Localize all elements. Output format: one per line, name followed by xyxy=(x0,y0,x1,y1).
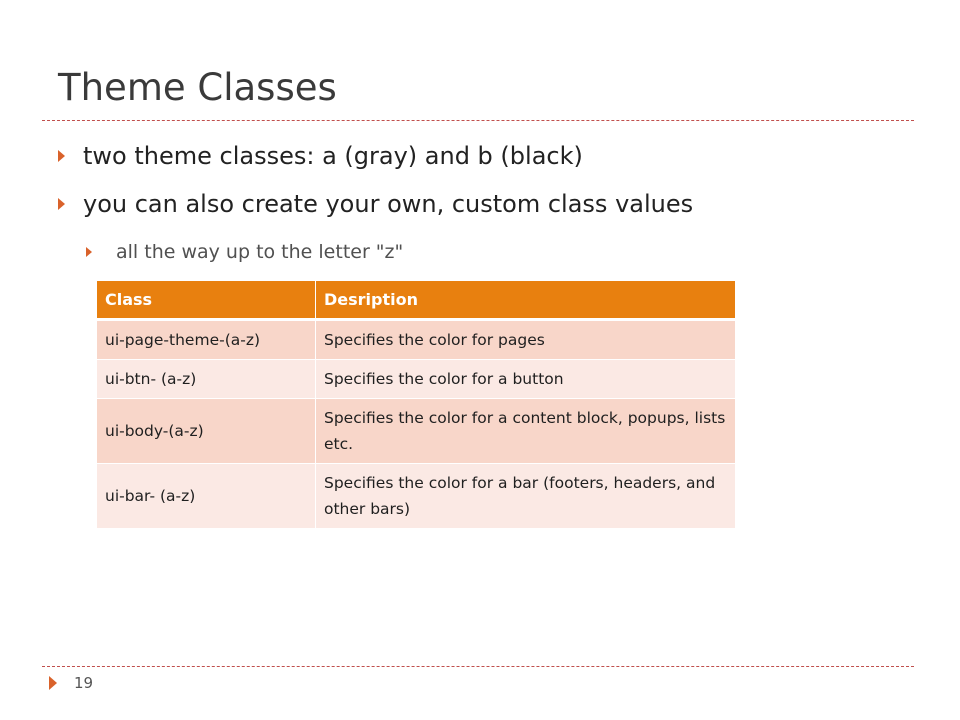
sub-bullet-text: all the way up to the letter "z" xyxy=(116,241,404,263)
page-number: 19 xyxy=(74,674,94,692)
triangle-right-icon xyxy=(49,676,57,690)
table-row xyxy=(97,399,735,464)
class-cell: ui-body-(a-z) xyxy=(97,399,316,464)
bullet-text: two theme classes: a (gray) and b (black) xyxy=(83,142,583,170)
description-cell: Specifies the color for pages xyxy=(316,320,736,360)
description-cell: Specifies the color for a bar (footers, headers, and other bars) xyxy=(316,464,736,529)
table-row xyxy=(97,360,735,399)
triangle-right-icon xyxy=(86,247,92,257)
class-cell: ui-bar- (a-z) xyxy=(97,464,316,529)
description-cell: Specifies the color for a content block, popups, lists etc. xyxy=(316,399,736,464)
table-header-row xyxy=(97,281,735,320)
table-row xyxy=(97,464,735,529)
bullet-item xyxy=(58,138,583,174)
description-cell: Specifies the color for a button xyxy=(316,360,736,399)
class-cell: ui-btn- (a-z) xyxy=(97,360,316,399)
title-divider xyxy=(42,120,914,121)
column-header-class: Class xyxy=(97,281,316,320)
slide-title: Theme Classes xyxy=(58,66,337,109)
bullet-item xyxy=(58,186,693,222)
triangle-right-icon xyxy=(58,198,65,210)
footer-divider xyxy=(42,666,914,667)
bullet-text: you can also create your own, custom class values xyxy=(83,190,694,218)
theme-classes-table xyxy=(97,281,735,529)
table-row xyxy=(97,320,735,360)
triangle-right-icon xyxy=(58,150,65,162)
sub-bullet-item xyxy=(86,237,403,267)
column-header-description: Desription xyxy=(316,281,736,320)
class-cell: ui-page-theme-(a-z) xyxy=(97,320,316,360)
